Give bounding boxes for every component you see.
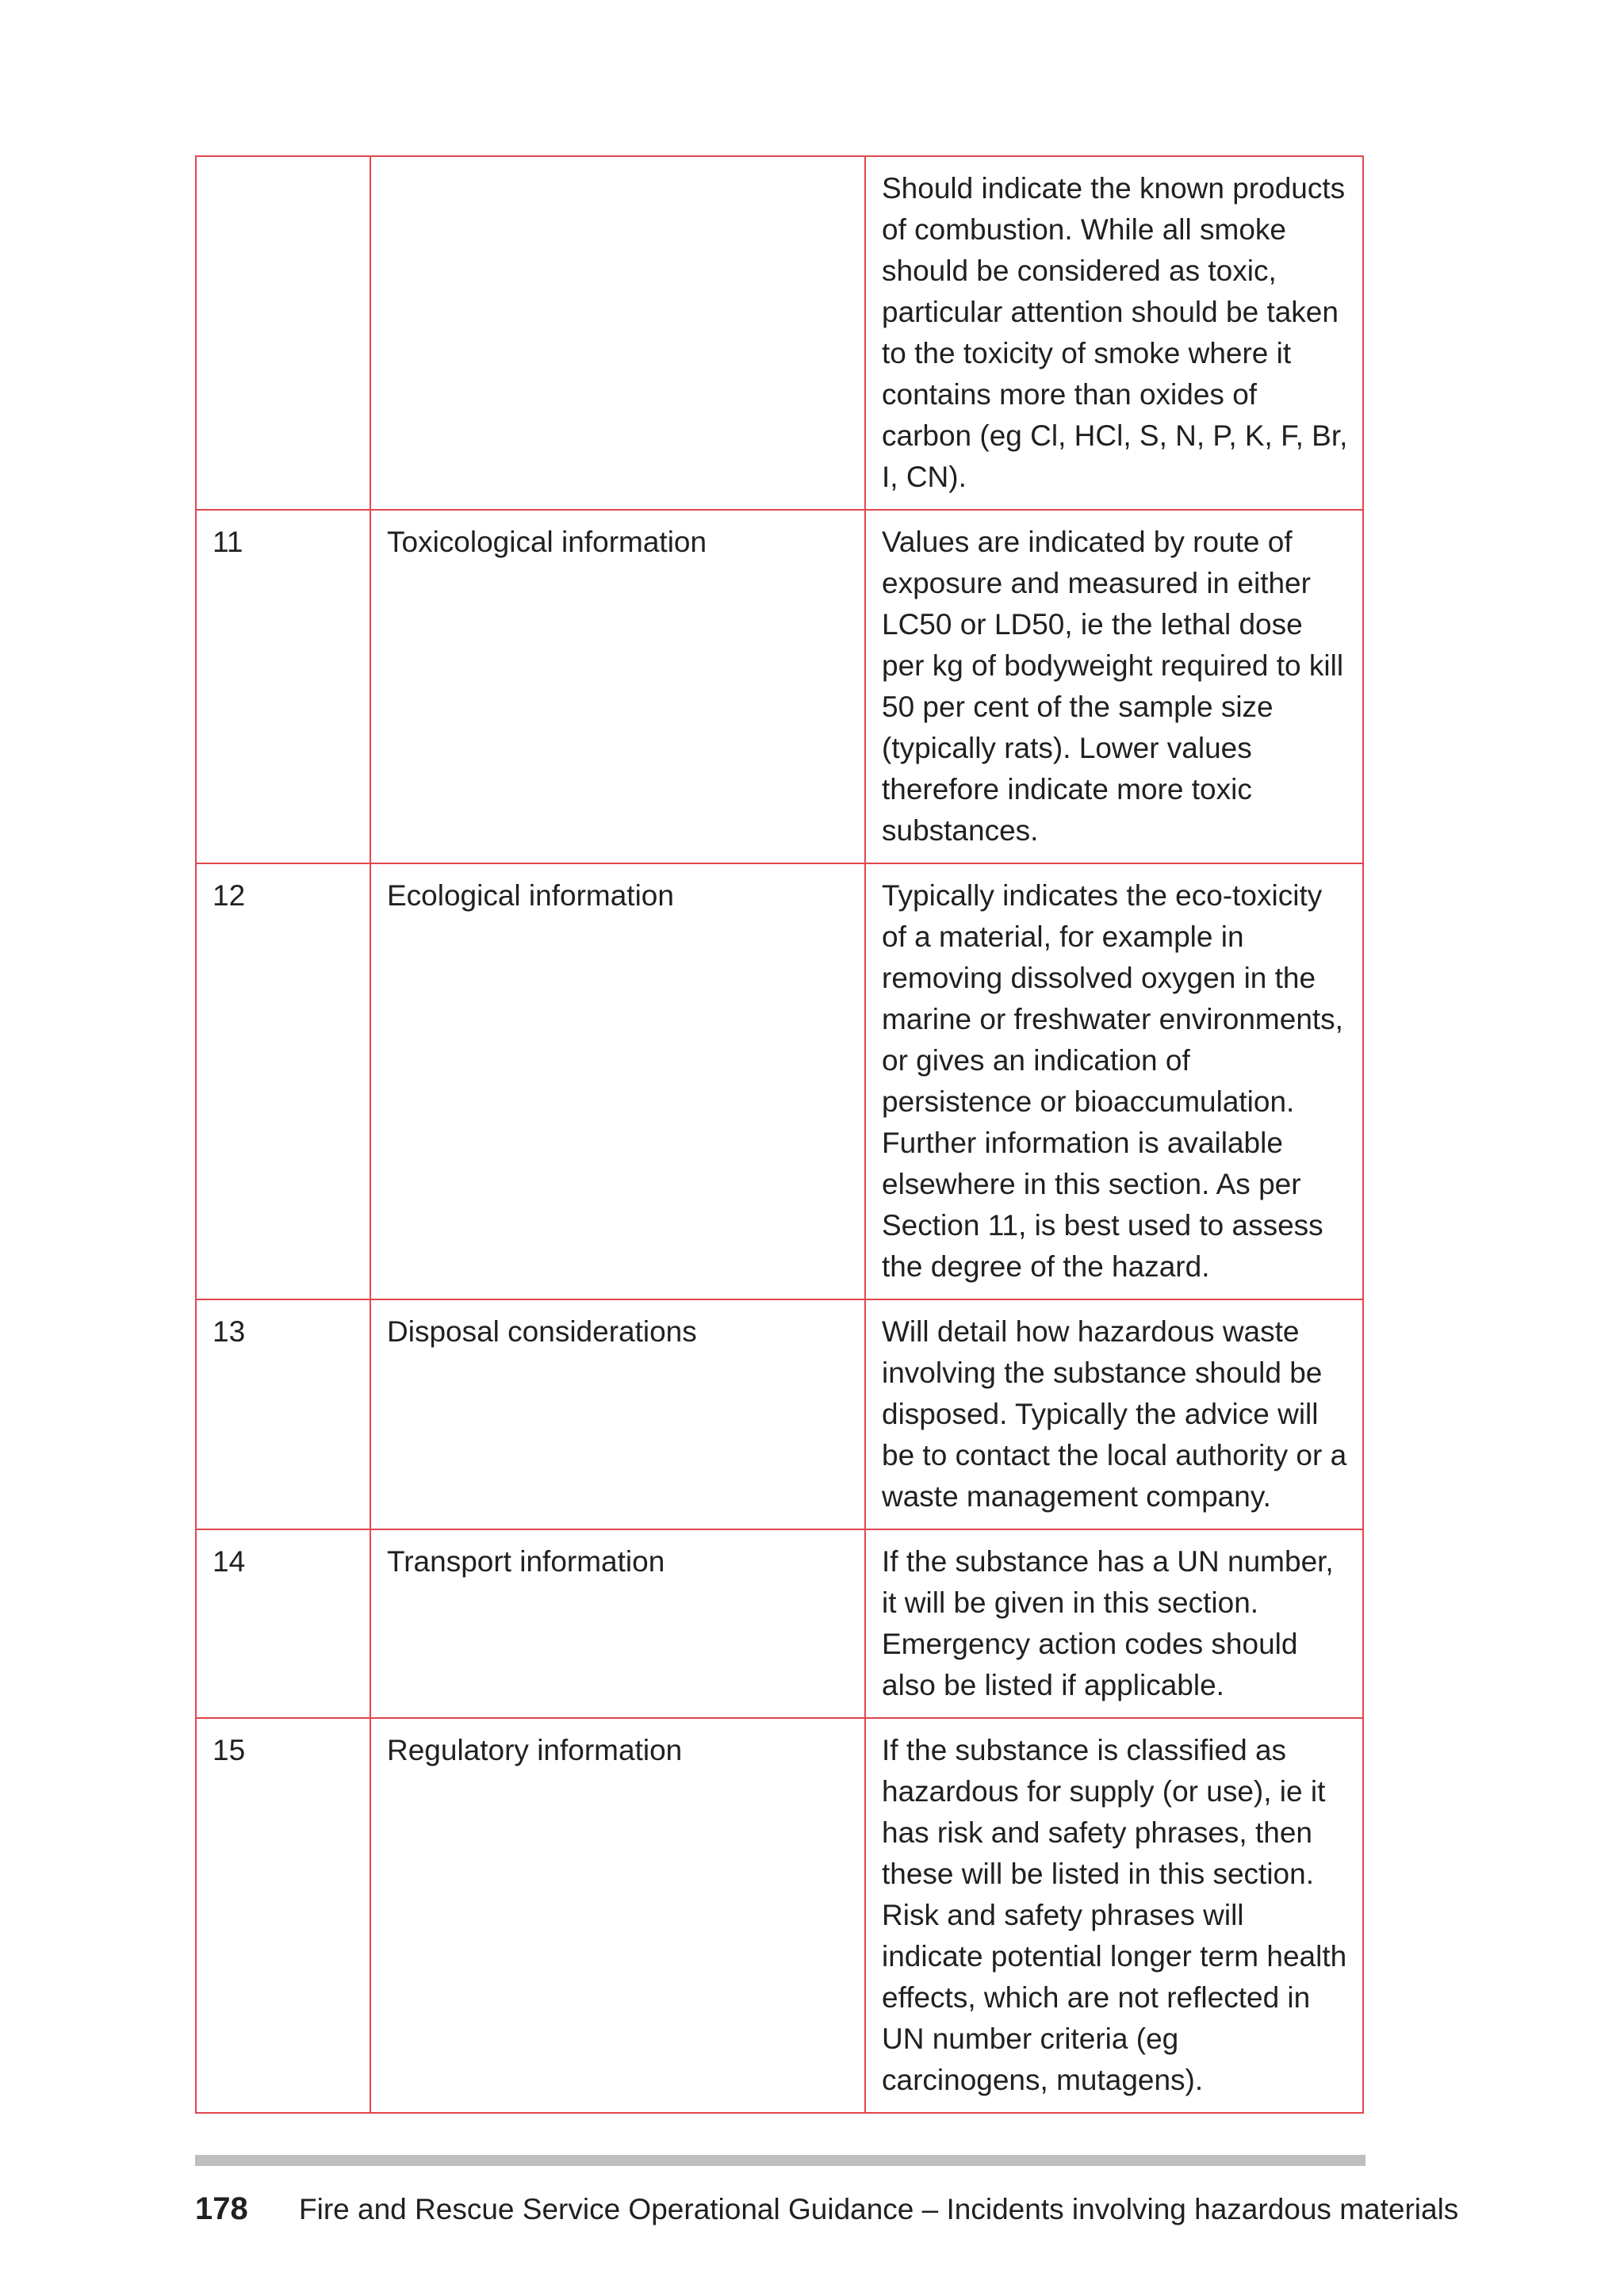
- section-number: 11: [196, 510, 370, 863]
- section-number: 15: [196, 1718, 370, 2113]
- section-title: [370, 156, 865, 510]
- section-description: Values are indicated by route of exposure and measured in either LC50 or LD50, ie the lethal dose per kg of bodyweight required to kill 50 per cent of the sample size (typically rats). Lower values therefore indicate more toxic substances.: [865, 510, 1363, 863]
- section-title: Transport information: [370, 1529, 865, 1718]
- data-sheet-sections-table: [195, 155, 1364, 2114]
- table-row: [196, 1299, 1363, 1529]
- document-title: Fire and Rescue Service Operational Guidance – Incidents involving hazardous materials: [299, 2193, 1459, 2225]
- section-description: Typically indicates the eco-toxicity of a material, for example in removing dissolved oxygen in the marine or freshwater environments, or gives an indication of persistence or bioaccumulation. Further information is available elsewhere in this section. As per Section 11, is best used to assess the degree of the hazard.: [865, 863, 1363, 1299]
- table-row: [196, 863, 1363, 1299]
- section-title: Regulatory information: [370, 1718, 865, 2113]
- section-title: Disposal considerations: [370, 1299, 865, 1529]
- table-row: [196, 1529, 1363, 1718]
- table-row: [196, 1718, 1363, 2113]
- section-description: Should indicate the known products of combustion. While all smoke should be considered as toxic, particular attention should be taken to the toxicity of smoke where it contains more than oxides of carbon (eg Cl, HCl, S, N, P, K, F, Br, I, CN).: [865, 156, 1363, 510]
- section-description: Will detail how hazardous waste involving the substance should be disposed. Typically the advice will be to contact the local authority or a waste management company.: [865, 1299, 1363, 1529]
- table-row: [196, 510, 1363, 863]
- section-description: If the substance has a UN number, it will be given in this section. Emergency action codes should also be listed if applicable.: [865, 1529, 1363, 1718]
- section-number: 14: [196, 1529, 370, 1718]
- page-footer: [195, 2190, 1458, 2229]
- table-row: [196, 156, 1363, 510]
- section-description: If the substance is classified as hazardous for supply (or use), ie it has risk and safety phrases, then these will be listed in this section. Risk and safety phrases will indicate potential longer term health effects, which are not reflected in UN number criteria (eg carcinogens, mutagens).: [865, 1718, 1363, 2113]
- section-title: Ecological information: [370, 863, 865, 1299]
- section-number: 12: [196, 863, 370, 1299]
- footer-divider: [195, 2155, 1365, 2166]
- section-number: [196, 156, 370, 510]
- section-number: 13: [196, 1299, 370, 1529]
- section-title: Toxicological information: [370, 510, 865, 863]
- page-number: 178: [195, 2191, 248, 2226]
